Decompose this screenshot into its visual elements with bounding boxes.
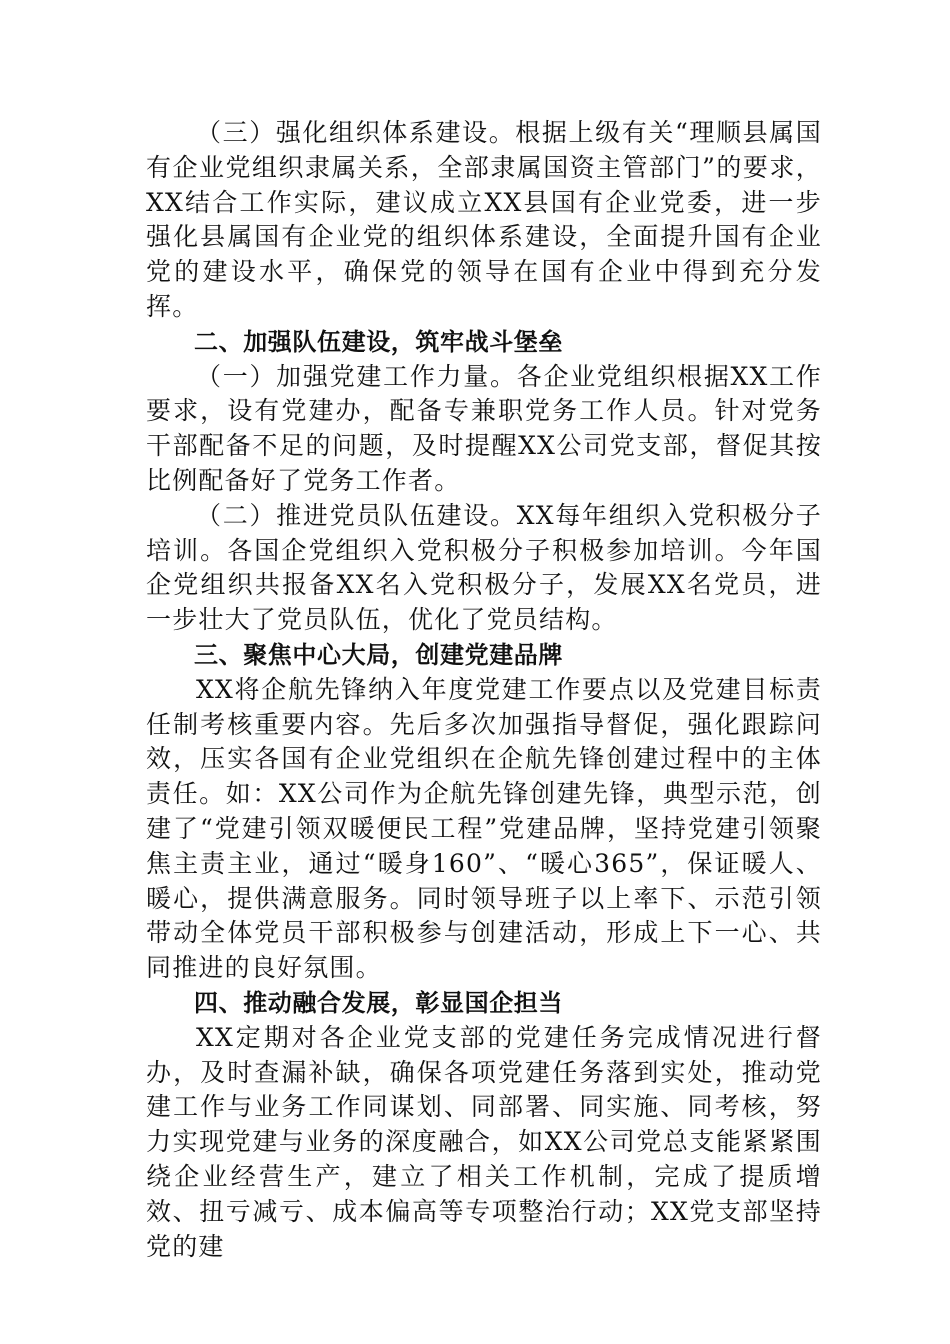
paragraph-party-member-team: （二）推进党员队伍建设。XX每年组织入党积极分子培训。各国企党组织入党积极分子积极参加培训。今年国企党组织共报备XX名入党积极分子，发展XX名党员，进一步壮大了党员队伍，优化了党员结构。 [146, 500, 822, 635]
paragraph-strengthen-organization-system: （三）强化组织体系建设。根据上级有关“理顺县属国有企业党组织隶属关系，全部隶属国资主管部门”的要求，XX结合工作实际，建议成立XX县国有企业党委，进一步强化县属国有企业党的组织体系建设，全面提升国有企业党的建设水平，确保党的领导在国有企业中得到充分发挥。 [146, 118, 822, 321]
paragraph-integration: XX定期对各企业党支部的党建任务完成情况进行督办，及时查漏补缺，确保各项党建任务落到实处，推动党建工作与业务工作同谋划、同部署、同实施、同考核，努力实现党建与业务的深度融合，如XX公司党总支能紧紧围绕企业经营生产，建立了相关工作机制，完成了提质增效、扭亏减亏、成本偏高等专项整治行动；XX党支部坚持党的建 [146, 1022, 822, 1261]
section-heading-team-building: 二、加强队伍建设，筑牢战斗堡垒 [194, 327, 563, 356]
paragraph-pioneer-brand: XX将企航先锋纳入年度党建工作要点以及党建目标责任制考核重要内容。先后多次加强指导督促，强化跟踪问效，压实各国有企业党组织在企航先锋创建过程中的主体责任。如：XX公司作为企航先锋创建先锋，典型示范，创建了“党建引领双暖便民工程”党建品牌，坚持党建引领聚焦主责主业，通过“暖身160”、“暖心365”，保证暖人、暖心，提供满意服务。同时领导班子以上率下、示范引领带动全体党员干部积极参与创建活动，形成上下一心、共同推进的良好氛围。 [146, 674, 822, 983]
document-body [146, 116, 822, 1264]
section-heading-integrated-development: 四、推动融合发展，彰显国企担当 [194, 988, 563, 1017]
paragraph-party-building-strength: （一）加强党建工作力量。各企业党组织根据XX工作要求，设有党建办，配备专兼职党务工作人员。针对党务干部配备不足的问题，及时提醒XX公司党支部，督促其按比例配备好了党务工作者。 [146, 361, 822, 495]
section-heading-party-brand: 三、聚焦中心大局，创建党建品牌 [194, 640, 563, 669]
